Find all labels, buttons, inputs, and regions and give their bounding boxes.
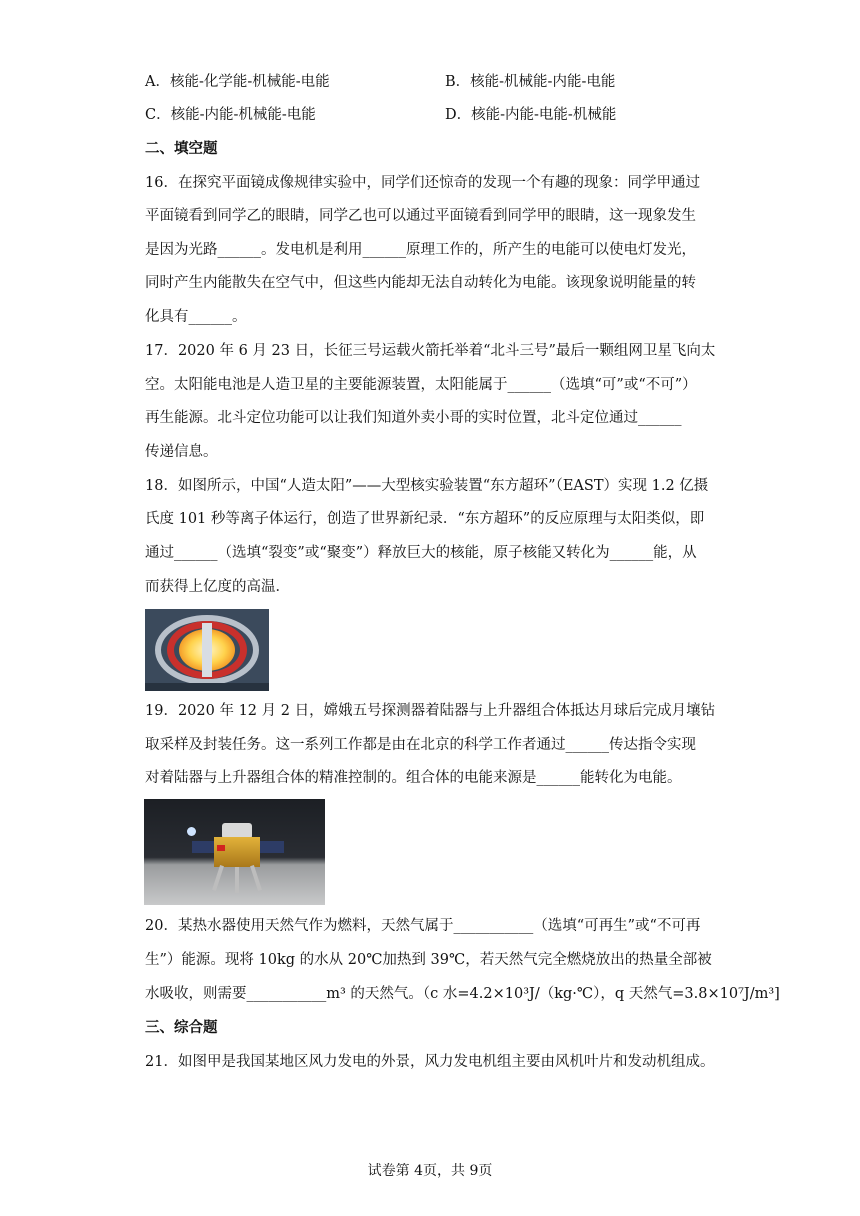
question-line: 而获得上亿度的高温． <box>145 579 290 595</box>
option-b: B．核能-机械能-内能-电能 <box>445 74 616 90</box>
question-line: 水吸收，则需要___________m³ 的天然气。（c 水=4.2×10³J/（kg·℃），q 天然气=3.8×10⁷J/m³] <box>145 986 780 1002</box>
question-line: 19．2020 年 12 月 2 日，嫦娥五号探测器着陆器与上升器组合体抵达月球后完成月壤钻 <box>145 703 716 719</box>
option-c: C．核能-内能-机械能-电能 <box>145 107 316 123</box>
question-line: 17．2020 年 6 月 23 日，长征三号运载火箭托举着“北斗三号”最后一颗组网卫星飞向太 <box>145 343 716 359</box>
question-line: 21．如图甲是我国某地区风力发电的外景，风力发电机组主要由风机叶片和发动机组成。 <box>145 1054 715 1070</box>
question-line: 18．如图所示，中国“人造太阳”——大型核实验装置“东方超环”（EAST）实现 1.2 亿摄 <box>145 478 709 494</box>
question-line: 16．在探究平面镜成像规律实验中，同学们还惊奇的发现一个有趣的现象：同学甲通过 <box>145 175 700 191</box>
east-tokamak-image <box>145 609 269 691</box>
option-d: D．核能-内能-电能-机械能 <box>445 107 617 123</box>
section-heading-fill-in: 二、填空题 <box>145 140 218 157</box>
question-line: 空。太阳能电池是人造卫星的主要能源装置，太阳能属于______（选填“可”或“不可”） <box>145 377 697 393</box>
question-line: 再生能源。北斗定位功能可以让我们知道外卖小哥的实时位置，北斗定位通过______ <box>145 410 682 426</box>
question-line: 平面镜看到同学乙的眼睛，同学乙也可以通过平面镜看到同学甲的眼睛，这一现象发生 <box>145 208 696 224</box>
question-line: 生”）能源。现将 10kg 的水从 20℃加热到 39℃，若天然气完全燃烧放出的热量全部被 <box>145 952 712 968</box>
question-line: 传递信息。 <box>145 444 218 460</box>
question-line: 化具有______。 <box>145 309 247 325</box>
question-line: 通过______（选填“裂变”或“聚变”）释放巨大的核能，原子核能又转化为______能，从 <box>145 545 697 561</box>
question-line: 对着陆器与上升器组合体的精准控制的。组合体的电能来源是______能转化为电能。 <box>145 770 682 786</box>
question-line: 氏度 101 秒等离子体运行，创造了世界新纪录．“东方超环”的反应原理与太阳类似，即 <box>145 511 705 527</box>
section-heading-comprehensive: 三、综合题 <box>145 1019 218 1036</box>
page-footer: 试卷第 4页，共 9页 <box>367 1163 493 1179</box>
option-a: A．核能-化学能-机械能-电能 <box>145 74 330 90</box>
question-line: 同时产生内能散失在空气中，但这些内能却无法自动转化为电能。该现象说明能量的转 <box>145 275 696 291</box>
change5-lander-image <box>144 799 325 905</box>
question-line: 取采样及封装任务。这一系列工作都是由在北京的科学工作者通过______传达指令实现 <box>145 737 696 753</box>
question-line: 20．某热水器使用天然气作为燃料，天然气属于___________（选填“可再生”或“不可再 <box>145 918 701 934</box>
question-line: 是因为光路______。发电机是利用______原理工作的，所产生的电能可以使电灯发光， <box>145 242 696 258</box>
